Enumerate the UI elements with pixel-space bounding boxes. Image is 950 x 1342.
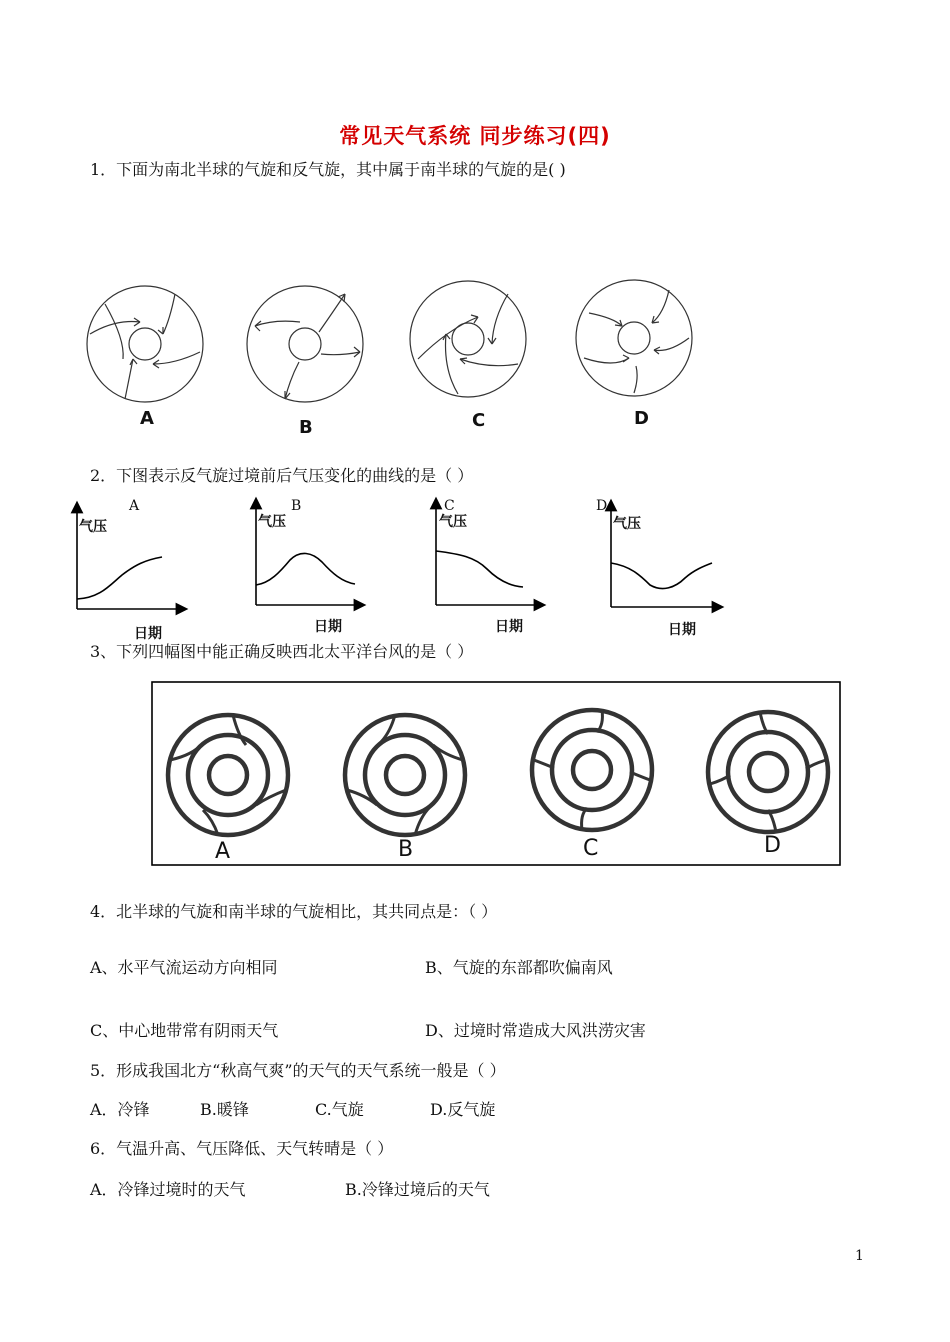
q3-figure-d (708, 712, 828, 832)
q5-option-a: A．冷锋 (90, 1100, 150, 1119)
q3-figure-a (168, 715, 288, 835)
q2-letter-b: B (291, 498, 302, 514)
page-number: 1 (855, 1248, 864, 1264)
q6-option-a: A．冷锋过境时的天气 (90, 1180, 246, 1199)
q4-option-b: B、气旋的东部都吹偏南风 (425, 958, 613, 977)
q2-ylabel-a: 气压 (79, 519, 107, 535)
q2-letter-c: C (444, 498, 455, 514)
q3-figure-b (345, 715, 465, 835)
q2-xlabel-c: 日期 (495, 619, 523, 635)
q3-label-a: A (215, 839, 231, 864)
q1-label-a: A (140, 408, 154, 429)
q2-xlabel-d: 日期 (668, 622, 696, 638)
q1-label-c: C (472, 410, 486, 431)
q2-xlabel-b: 日期 (314, 619, 342, 635)
q3-label-b: B (398, 837, 414, 862)
q3-label-d: D (764, 833, 781, 858)
question-1: 1．下面为南北半球的气旋和反气旋，其中属于南半球的气旋的是( ) (90, 160, 566, 179)
q4-option-a: A、水平气流运动方向相同 (90, 958, 278, 977)
question-6: 6．气温升高、气压降低、天气转晴是（ ） (90, 1139, 394, 1158)
q3-figure-c (532, 710, 652, 830)
q4-option-d: D、过境时常造成大风洪涝灾害 (425, 1021, 646, 1040)
question-5: 5．形成我国北方“秋高气爽”的天气的天气系统一般是（ ） (90, 1061, 506, 1080)
question-3: 3、下列四幅图中能正确反映西北太平洋台风的是（ ） (90, 642, 474, 661)
q1-label-b: B (299, 417, 313, 438)
q6-option-b: B.冷锋过境后的天气 (345, 1180, 490, 1199)
question-2: 2．下图表示反气旋过境前后气压变化的曲线的是（ ） (90, 466, 474, 485)
q2-ylabel-b: 气压 (258, 514, 286, 530)
question-4: 4．北半球的气旋和南半球的气旋相比，其共同点是：（ ） (90, 902, 498, 921)
page-title: 常见天气系统 同步练习(四) (339, 124, 611, 148)
q2-letter-d: D (596, 498, 608, 514)
q1-label-d: D (634, 408, 649, 429)
q2-ylabel-c: 气压 (439, 514, 467, 530)
q2-ylabel-d: 气压 (613, 516, 641, 532)
q4-option-c: C、中心地带常有阴雨天气 (90, 1021, 279, 1040)
q3-frame (152, 682, 840, 865)
q5-option-c: C.气旋 (315, 1100, 364, 1119)
q3-label-c: C (583, 836, 599, 861)
q2-letter-a: A (129, 498, 140, 514)
q5-option-d: D.反气旋 (430, 1100, 496, 1119)
q5-option-b: B.暖锋 (200, 1100, 249, 1119)
q2-xlabel-a: 日期 (134, 626, 162, 642)
